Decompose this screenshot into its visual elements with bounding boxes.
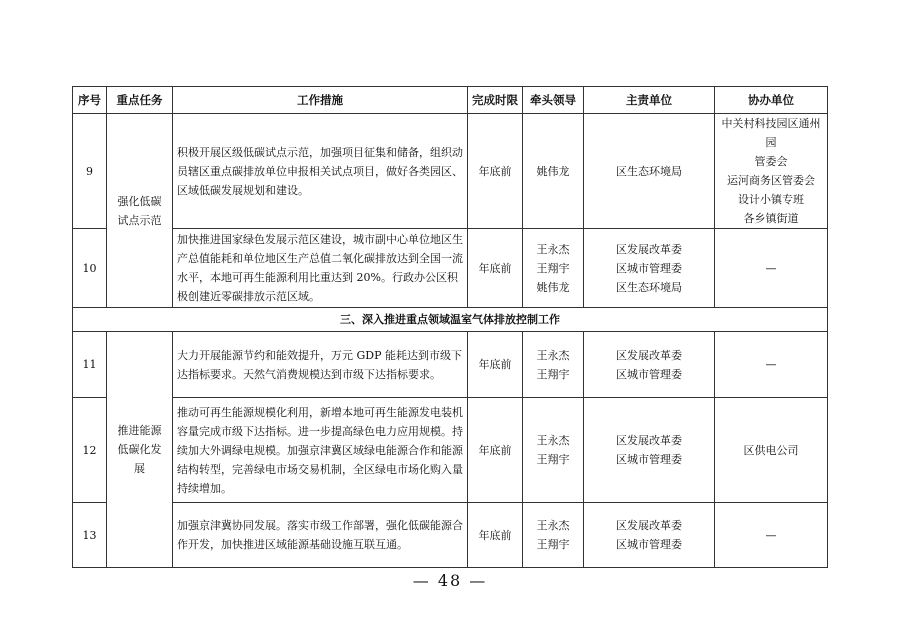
task-label: 推进能源低碳化发展 <box>117 424 162 475</box>
main-unit-name: 区生态环境局 <box>616 164 682 178</box>
leader-name: 王永杰 <box>536 348 570 362</box>
leader-name: 王翔宇 <box>536 538 570 551</box>
measure-cell: 大力开展能源节约和能效提升，万元 GDP 能耗达到市级下达指标要求。天然气消费规模达到市级下达指标要求。 <box>173 332 468 398</box>
work-plan-table <box>72 86 828 568</box>
page-number: — 48 — <box>412 571 488 590</box>
assist-unit-cell <box>715 114 828 229</box>
main-unit-name: 区发展改革委 <box>616 242 682 256</box>
deadline-cell: 年底前 <box>468 229 523 308</box>
measure-cell: 加强京津冀协同发展。落实市级工作部署，强化低碳能源合作开发，加快推进区域能源基础设施互联互通。 <box>173 503 468 568</box>
leader-cell <box>523 398 584 503</box>
section-row <box>73 308 828 332</box>
leader-name: 王翔宇 <box>536 453 570 466</box>
section-title: 三、深入推进重点领域温室气体排放控制工作 <box>73 308 828 332</box>
row-number: 10 <box>73 229 107 308</box>
assist-unit-name: 设计小镇专班 <box>738 193 804 206</box>
leader-name: 王永杰 <box>536 519 570 532</box>
main-unit-cell <box>584 229 715 308</box>
row-number: 12 <box>73 398 107 503</box>
main-unit-name: 区生态环境局 <box>616 280 682 294</box>
table-header-row <box>73 87 828 114</box>
leader-name: 王永杰 <box>536 434 570 447</box>
main-unit-name: 区城市管理委 <box>616 538 682 551</box>
table-row <box>73 332 828 398</box>
leader-name: 王翔宇 <box>536 367 570 381</box>
row-number: 13 <box>73 503 107 568</box>
main-unit-cell <box>584 503 715 568</box>
header-main-unit: 主责单位 <box>584 87 715 114</box>
main-unit-name: 区城市管理委 <box>616 367 682 381</box>
header-no: 序号 <box>73 87 107 114</box>
deadline-cell: 年底前 <box>468 398 523 503</box>
leader-cell <box>523 114 584 229</box>
main-unit-cell <box>584 398 715 503</box>
measure-cell: 积极开展区级低碳试点示范，加强项目征集和储备，组织动员辖区重点碳排放单位申报相关试点项目，做好各类园区、区域低碳发展规划和建设。 <box>173 114 468 229</box>
task-label: 强化低碳试点示范 <box>117 194 162 227</box>
assist-unit-cell <box>715 398 828 503</box>
deadline-cell: 年底前 <box>468 332 523 398</box>
assist-unit-name: 各乡镇街道 <box>743 212 799 225</box>
header-measure: 工作措施 <box>173 87 468 114</box>
header-task: 重点任务 <box>107 87 173 114</box>
row-number: 9 <box>73 114 107 229</box>
assist-unit-cell <box>715 332 828 398</box>
task-cell <box>107 332 173 568</box>
assist-unit-cell <box>715 229 828 308</box>
measure-cell: 推动可再生能源规模化利用，新增本地可再生能源发电装机容量完成市级下达指标。进一步提高绿色电力应用规模。持续加大外调绿电规模。加强京津冀区域绿电能源合作和能源结构转型，完善绿电市场交易机制，全区绿电市场化购入量持续增加。 <box>173 398 468 503</box>
deadline-cell: 年底前 <box>468 503 523 568</box>
assist-unit-name: — <box>765 358 777 371</box>
task-cell <box>107 114 173 308</box>
main-unit-name: 区发展改革委 <box>616 519 682 532</box>
leader-cell <box>523 332 584 398</box>
measure-cell: 加快推进国家绿色发展示范区建设，城市副中心单位地区生产总值能耗和单位地区生产总值二氧化碳排放达到全国一流水平，本地可再生能源利用比重达到 20%。行政办公区积极创建近零碳排放示范区域。 <box>173 229 468 308</box>
assist-unit-cell <box>715 503 828 568</box>
main-unit-name: 区城市管理委 <box>616 261 682 275</box>
table-row <box>73 503 828 568</box>
leader-name: 姚伟龙 <box>536 164 570 178</box>
deadline-cell: 年底前 <box>468 114 523 229</box>
main-unit-name: 区城市管理委 <box>616 453 682 466</box>
assist-unit-name: 区供电公司 <box>743 443 799 457</box>
table-row <box>73 398 828 503</box>
leader-cell <box>523 503 584 568</box>
row-number: 11 <box>73 332 107 398</box>
header-assist-unit: 协办单位 <box>715 87 828 114</box>
leader-name: 王翔宇 <box>536 261 570 275</box>
leader-name: 王永杰 <box>536 242 570 256</box>
leader-cell <box>523 229 584 308</box>
header-deadline: 完成时限 <box>468 87 523 114</box>
header-leader: 牵头领导 <box>523 87 584 114</box>
main-unit-name: 区发展改革委 <box>616 348 682 362</box>
assist-unit-name: — <box>765 261 777 275</box>
main-unit-name: 区发展改革委 <box>616 434 682 447</box>
main-unit-cell <box>584 114 715 229</box>
assist-unit-name: 中关村科技园区通州园 <box>721 117 821 149</box>
leader-name: 姚伟龙 <box>536 280 570 294</box>
assist-unit-name: 管委会 <box>754 155 788 168</box>
table-row <box>73 229 828 308</box>
assist-unit-name: — <box>765 528 777 542</box>
main-unit-cell <box>584 332 715 398</box>
table-row <box>73 114 828 229</box>
assist-unit-name: 运河商务区管委会 <box>727 174 815 187</box>
